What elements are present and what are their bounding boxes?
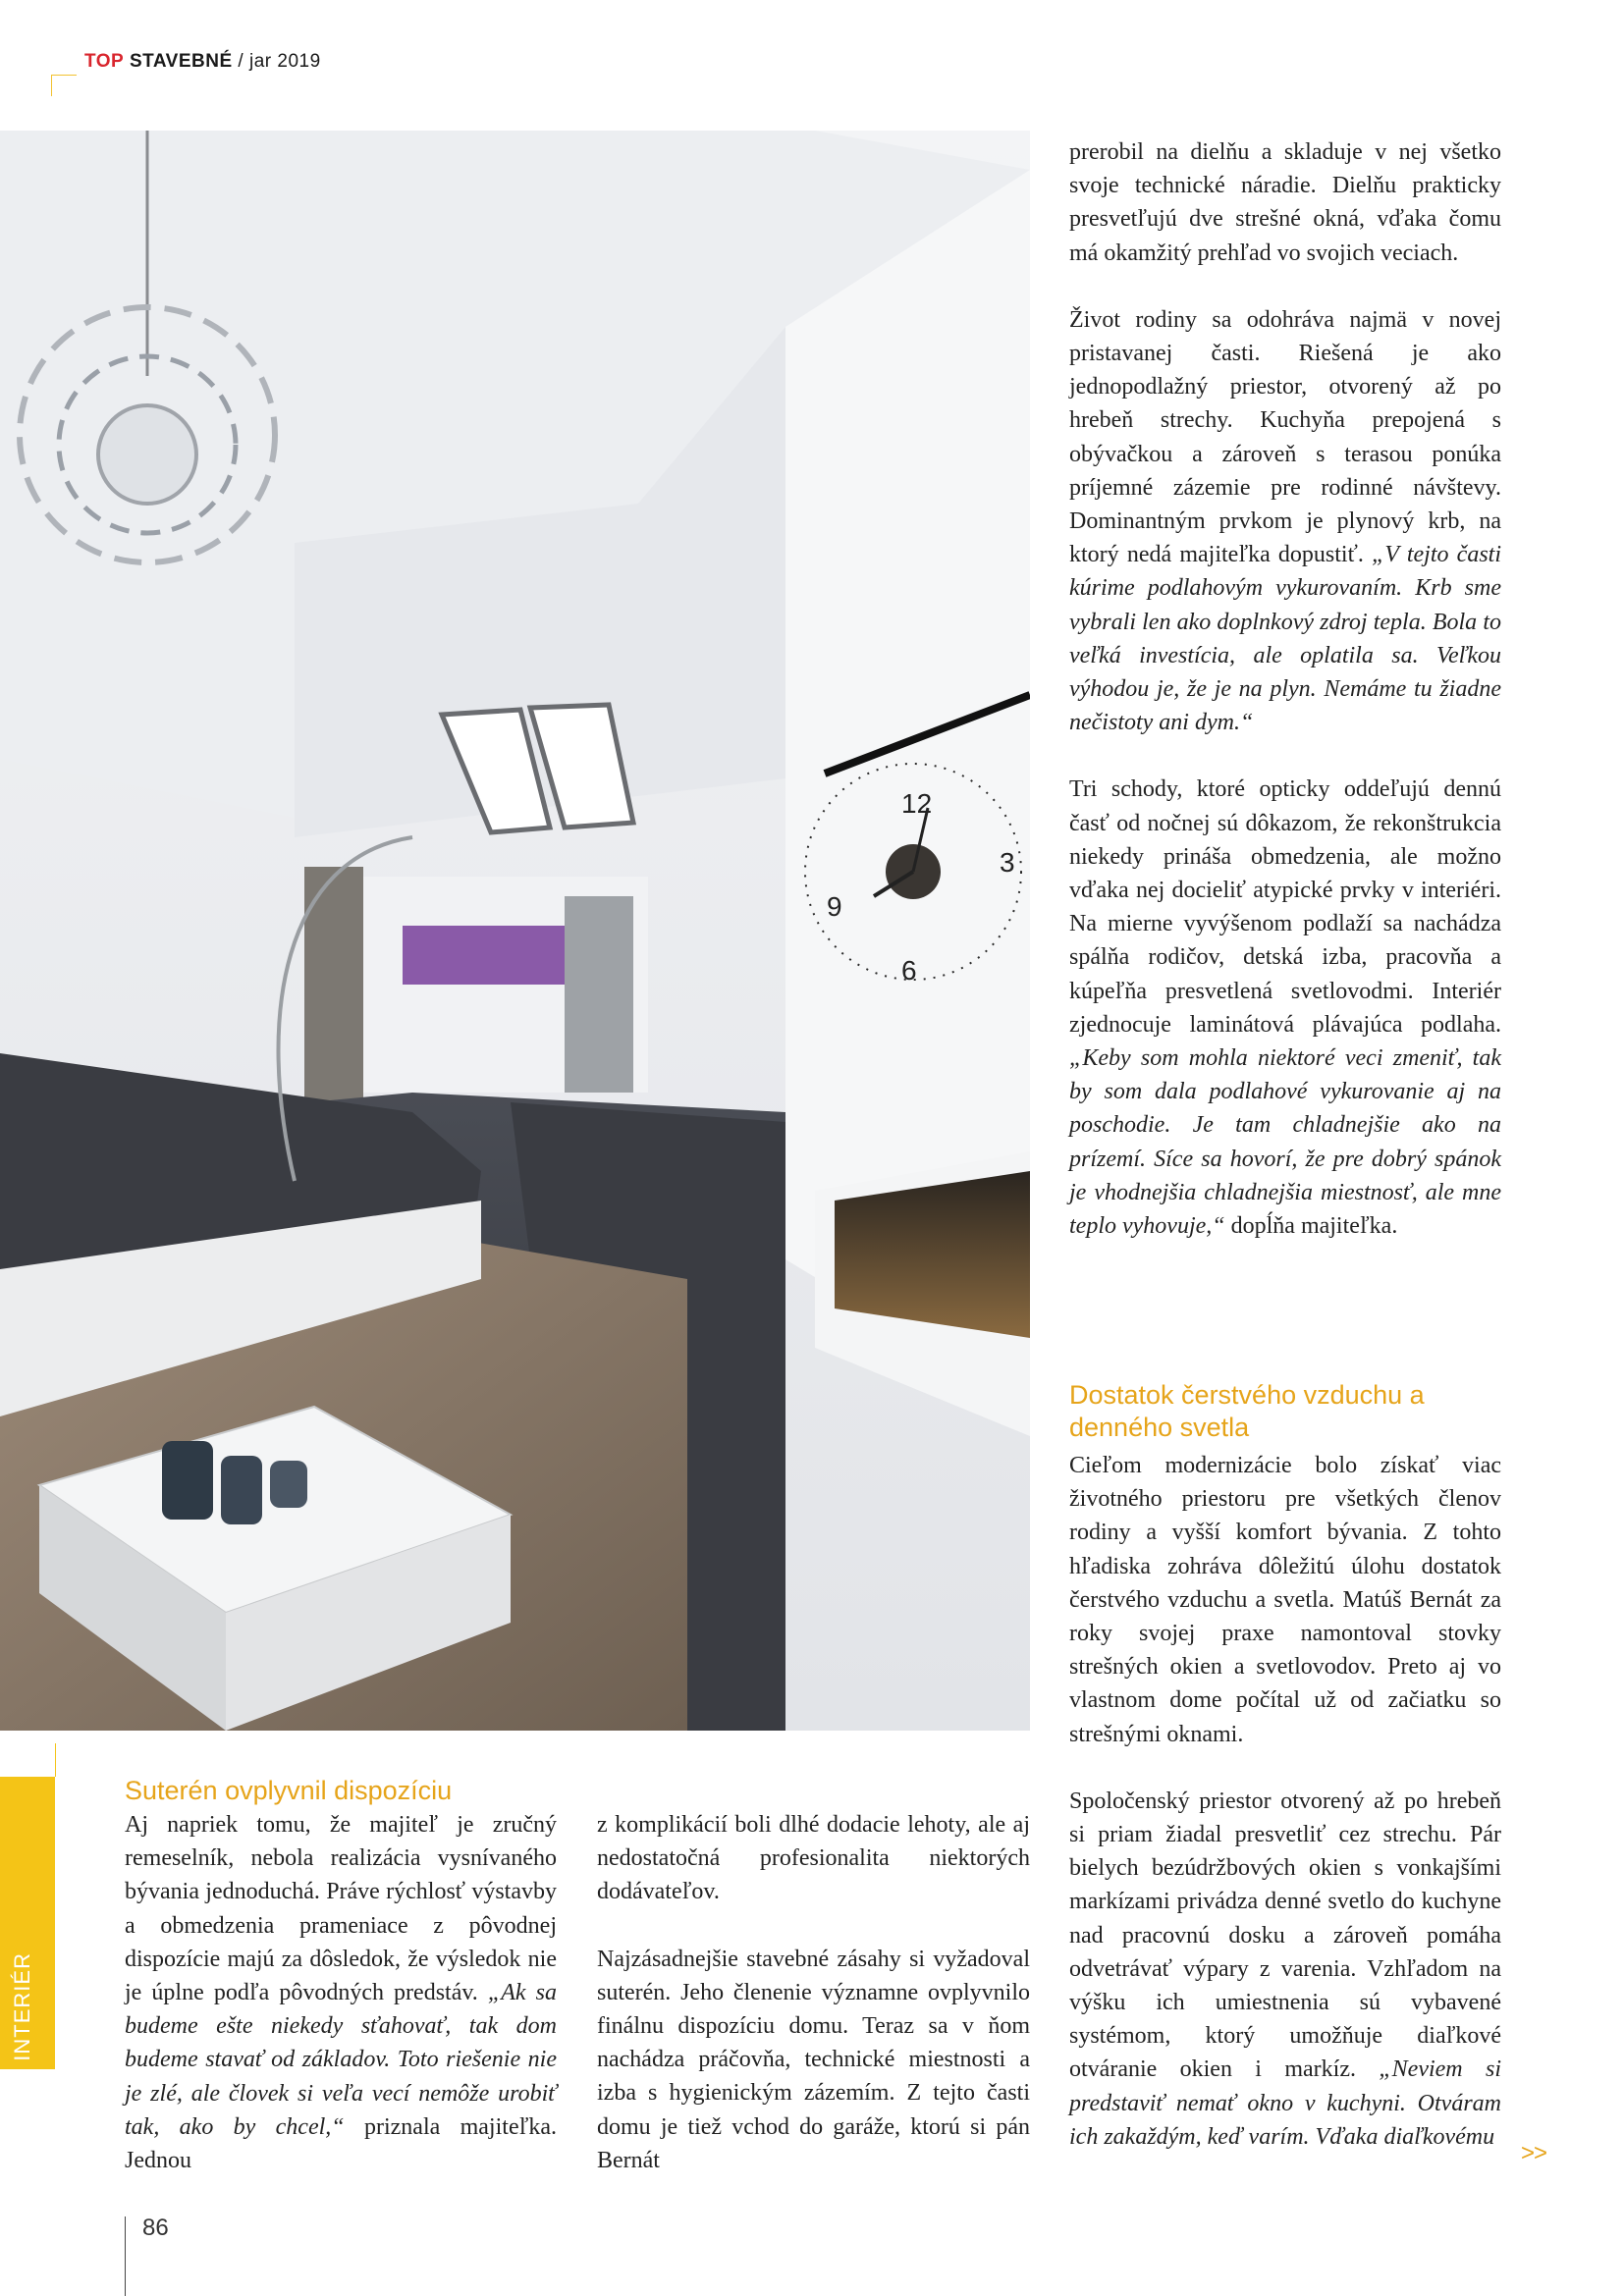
interior-photo [0, 131, 1030, 1731]
paragraph: Život rodiny sa odohráva najmä v novej pristavanej časti. Riešená je ako jednopodlažný priestor, otvorený až po hrebeň strechy. Kuchyňa prepojená s obývačkou a zároveň s terasou ponúka príjemné zázemie pre rodinné návštevy. Dominantným prvkom je plynový krb, na ktorý nedá majiteľka dopustiť. „V tejto časti kúrime podlahovým vykurovaním. Krb sme vybrali len ako doplnkový zdroj tepla. Bola to veľká investícia, ale oplatila sa. Veľkou výhodou je, že je na plyn. Nemáme tu žiadne nečistoty ani dym.“ [1069, 306, 1502, 736]
paragraph: prerobil na dielňu a skladuje v nej všetko svoje technické náradie. Dielňu prakticky presvetľujú dve strešné okná, vďaka čomu má okamžitý prehľad vo svojich veciach. [1069, 139, 1501, 266]
section-tab [0, 1777, 55, 2069]
clock-number-3: 3 [1000, 847, 1015, 878]
paragraph: Tri schody, ktoré opticky oddeľujú dennú časť od nočnej sú dôkazom, že rekonštrukcia niekedy prináša obmedzenia, ale možno vďaka nej docieliť atypické prvky v interiéri. Na mierne vyvýšenom podlaží sa nachádza spálňa rodičov, detská izba, pracovňa a kúpeľňa presvetlená svetlovodmi. Interiér zjednocuje laminátová plávajúca podlaha. „Keby som mohla niektoré veci zmeniť, tak by som dala podlahové vykurovanie aj na poschodie. Je tam chladnejšie ako na prízemí. Síce sa hovorí, že pre dobrý spánok je vhodnejšia chladnejšia miestnosť, ale mne teplo vyhovuje,“ dopĺňa majiteľka. [1069, 776, 1501, 1240]
clock-number-12: 12 [901, 788, 933, 819]
section-tab-label: INTERIÉR [10, 1952, 34, 2061]
brand-name: STAVEBNÉ [130, 51, 233, 72]
column-left [125, 1808, 557, 2177]
header-rule-vertical [51, 75, 52, 96]
quote: „Neviem si predstaviť nemať okno v kuchyni. Otváram ich zakaždým, keď varím. Vďaka diaľkovému [1069, 2056, 1502, 2150]
quote: „Keby som mohla niektoré veci zmeniť, tak by som dala podlahové vykurovanie aj na poschodie. Je tam chladnejšie ako na prízemí. Síce sa hovorí, že pre dobrý spánok je vhodnejšia chladnejšia miestnosť, ale mne teplo vyhovuje,“ [1069, 1045, 1501, 1240]
paragraph: z komplikácií boli dlhé dodacie lehoty, ale aj nedostatočná profesionalita niektorých dodávateľov. [597, 1812, 1030, 1905]
clock-number-6: 6 [901, 955, 917, 986]
paragraph: Najzásadnejšie stavebné zásahy si vyžadoval suterén. Jeho členenie významne ovplyvnilo finálnu dispozíciu domu. Teraz sa v ňom nachádza práčovňa, technické miestnosti a izba s hygienickým zázemím. Z tejto časti domu je tiež vchod do garáže, ktorú si pán Bernát [597, 1946, 1030, 2173]
column-right-bottom [1069, 1449, 1501, 2154]
section-heading: Suterén ovplyvnil dispozíciu [125, 1776, 453, 1805]
brand-top: TOP [84, 51, 125, 72]
section-heading: Dostatok čerstvého vzduchu a denného svetla [1069, 1380, 1425, 1442]
column-middle [597, 1808, 1030, 2177]
header-rule [51, 75, 77, 76]
footer-rule [125, 2216, 126, 2296]
continue-arrow: >> [1521, 2140, 1547, 2166]
paragraph: Spoločenský priestor otvorený až po hrebeň si priam žiadal presvetliť cez strechu. Pár bielych bezúdržbových okien s vonkajšími markízami privádza denné svetlo do kuchyne nad pracovnú dosku a zároveň pomáha odvetrávať výpary z varenia. Vzhľadom na výšku ich umiestnenia sú vybavené systémom, ktorý umožňuje diaľkové otváranie okien i markíz. „Neviem si predstaviť nemať okno v kuchyni. Otváram ich zakaždým, keď varím. Vďaka diaľkovému [1069, 1788, 1502, 2150]
paragraph: Aj napriek tomu, že majiteľ je zručný remeselník, nebola realizácia vysnívaného bývania jednoduchá. Práve rýchlosť výstavby a obmedzenia prameniace z pôvodnej dispozície majú za dôsledok, že výsledok nie je úplne podľa pôvodných predstáv. „Ak sa budeme ešte niekedy sťahovať, tak dom budeme stavať od základov. Toto riešenie nie je zlé, ale človek si veľa vecí nemôže urobiť tak, ako by chcel,“ priznala majiteľka. Jednou [125, 1812, 557, 2174]
running-header [84, 51, 321, 73]
page-number: 86 [142, 2215, 169, 2241]
quote: „Ak sa budeme ešte niekedy sťahovať, tak dom budeme stavať od základov. Toto riešenie nie je zlé, ale človek si veľa vecí nemôže urobiť tak, ako by chcel,“ [125, 1980, 557, 2140]
column-right-top [1069, 135, 1501, 1243]
issue-label: / jar 2019 [238, 51, 321, 72]
clock-number-9: 9 [827, 891, 842, 922]
paragraph: Cieľom modernizácie bolo získať viac životného priestoru pre všetkých členov rodiny a vyšší komfort bývania. Z tohto hľadiska zohráva dôležitú úlohu dostatok čerstvého vzduchu a svetla. Matúš Bernát za roky svojej praxe namontoval stovky strešných okien a svetlovodov. Preto aj vo vlastnom dome počítal už od začiatku so strešnými oknami. [1069, 1453, 1501, 1747]
section-rule [55, 1743, 56, 1777]
quote: „V tejto časti kúrime podlahovým vykurovaním. Krb sme vybrali len ako doplnkový zdroj tepla. Bola to veľká investícia, ale oplatila sa. Veľkou výhodou je, že je na plyn. Nemáme tu žiadne nečistoty ani dym.“ [1069, 542, 1502, 736]
